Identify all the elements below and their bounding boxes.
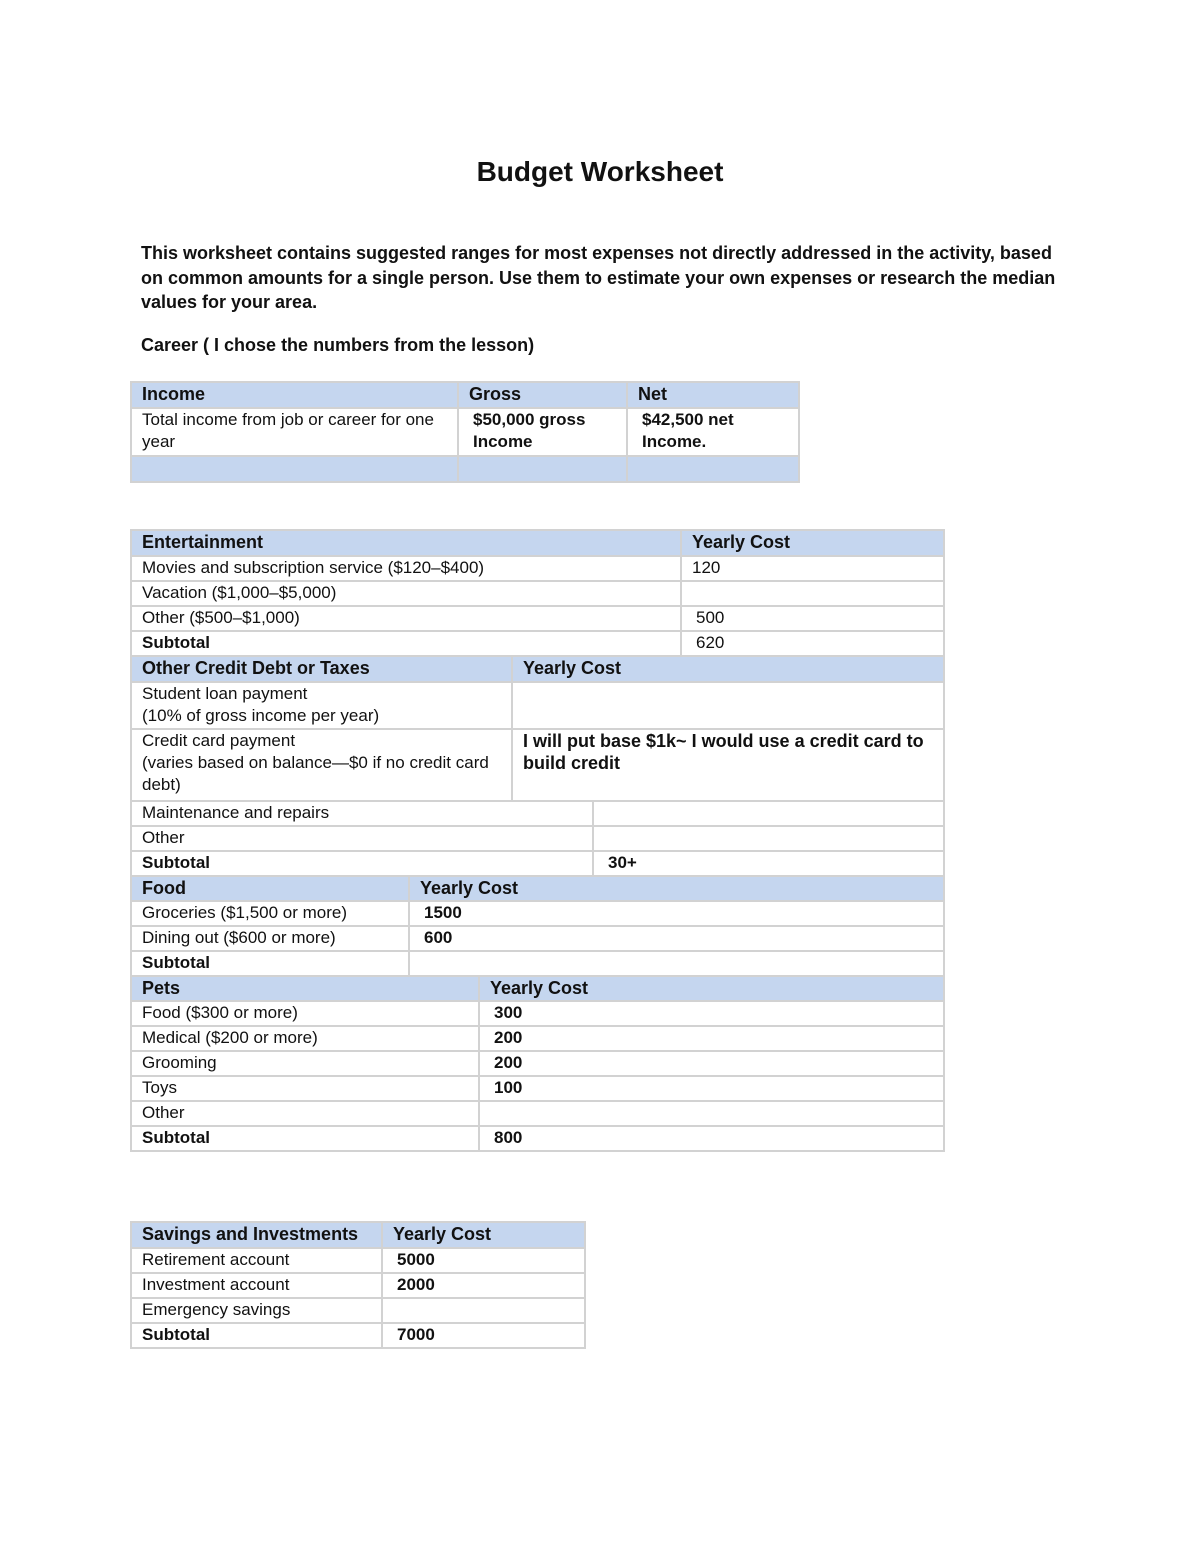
credit-card-line2: (varies based on balance—$0 if no credit card debt) [142, 753, 489, 794]
table-row-label: Investment account [131, 1273, 382, 1298]
table-row-label: Emergency savings [131, 1298, 382, 1323]
maintenance-label: Maintenance and repairs [131, 801, 593, 826]
savings-header: Savings and Investments [131, 1222, 382, 1248]
gross-header: Gross [458, 382, 627, 408]
table-row-label: Groceries ($1,500 or more) [131, 901, 409, 926]
maintenance-value [593, 801, 944, 826]
career-heading: Career ( I chose the numbers from the lesson) [141, 335, 535, 355]
credit-other-label: Other [131, 826, 593, 851]
table-row-value: 200 [479, 1026, 944, 1051]
income-header: Income [131, 382, 458, 408]
table-row-label: Retirement account [131, 1248, 382, 1273]
table-row-value [681, 581, 944, 606]
savings-cost-header: Yearly Cost [382, 1222, 585, 1248]
subtotal-label: Subtotal [131, 851, 593, 876]
intro-paragraph: This worksheet contains suggested ranges for most expenses not directly addressed in the activity, based on common amounts for a single person. Use them to estimate your own expenses or research the median values for your area. [141, 243, 1056, 312]
table-row-value: 500 [681, 606, 944, 631]
food-cost-header: Yearly Cost [409, 876, 944, 901]
table-row-value [382, 1298, 585, 1323]
table-row-label: Medical ($200 or more) [131, 1026, 479, 1051]
student-loan-line1: Student loan payment [142, 684, 308, 703]
table-row-value: 5000 [382, 1248, 585, 1273]
credit-table [130, 655, 945, 877]
food-table [130, 875, 945, 977]
income-table [130, 381, 800, 483]
net-value: $42,500 net Income. [627, 408, 799, 456]
entertainment-header: Entertainment [131, 530, 681, 556]
table-row-value: 200 [479, 1051, 944, 1076]
credit-card-value: I will put base $1k~ I would use a credit card to build credit [512, 729, 944, 801]
table-row-value: 1500 [409, 901, 944, 926]
table-row-value [479, 1101, 944, 1126]
pets-header: Pets [131, 976, 479, 1001]
pets-cost-header: Yearly Cost [479, 976, 944, 1001]
subtotal-value: 30+ [593, 851, 944, 876]
net-header: Net [627, 382, 799, 408]
subtotal-value: 620 [681, 631, 944, 656]
student-loan-line2: (10% of gross income per year) [142, 706, 380, 725]
subtotal-label: Subtotal [131, 951, 409, 976]
income-row-label: Total income from job or career for one year [131, 408, 458, 456]
student-loan-label [131, 682, 512, 729]
food-header: Food [131, 876, 409, 901]
table-row-value: 100 [479, 1076, 944, 1101]
table-row-value: 600 [409, 926, 944, 951]
table-row-value: 2000 [382, 1273, 585, 1298]
entertainment-table [130, 529, 945, 657]
table-row-value: 300 [479, 1001, 944, 1026]
student-loan-value [512, 682, 944, 729]
table-row-value: 120 [681, 556, 944, 581]
subtotal-label: Subtotal [131, 631, 681, 656]
table-row-label: Food ($300 or more) [131, 1001, 479, 1026]
table-row-label: Other [131, 1101, 479, 1126]
table-row-label: Dining out ($600 or more) [131, 926, 409, 951]
subtotal-value [409, 951, 944, 976]
credit-cost-header: Yearly Cost [512, 656, 944, 682]
subtotal-value: 7000 [382, 1323, 585, 1348]
credit-card-label [131, 729, 512, 801]
table-row-label: Toys [131, 1076, 479, 1101]
gross-value: $50,000 gross Income [458, 408, 627, 456]
entertainment-cost-header: Yearly Cost [681, 530, 944, 556]
pets-table [130, 975, 945, 1152]
credit-header: Other Credit Debt or Taxes [131, 656, 512, 682]
table-row-label: Movies and subscription service ($120–$400) [131, 556, 681, 581]
page-title: Budget Worksheet [476, 156, 724, 187]
table-row-label: Vacation ($1,000–$5,000) [131, 581, 681, 606]
table-row-label: Other ($500–$1,000) [131, 606, 681, 631]
subtotal-label: Subtotal [131, 1126, 479, 1151]
subtotal-label: Subtotal [131, 1323, 382, 1348]
credit-card-line1: Credit card payment [142, 731, 296, 750]
table-row-label: Grooming [131, 1051, 479, 1076]
savings-table [130, 1221, 586, 1349]
subtotal-value: 800 [479, 1126, 944, 1151]
credit-other-value [593, 826, 944, 851]
